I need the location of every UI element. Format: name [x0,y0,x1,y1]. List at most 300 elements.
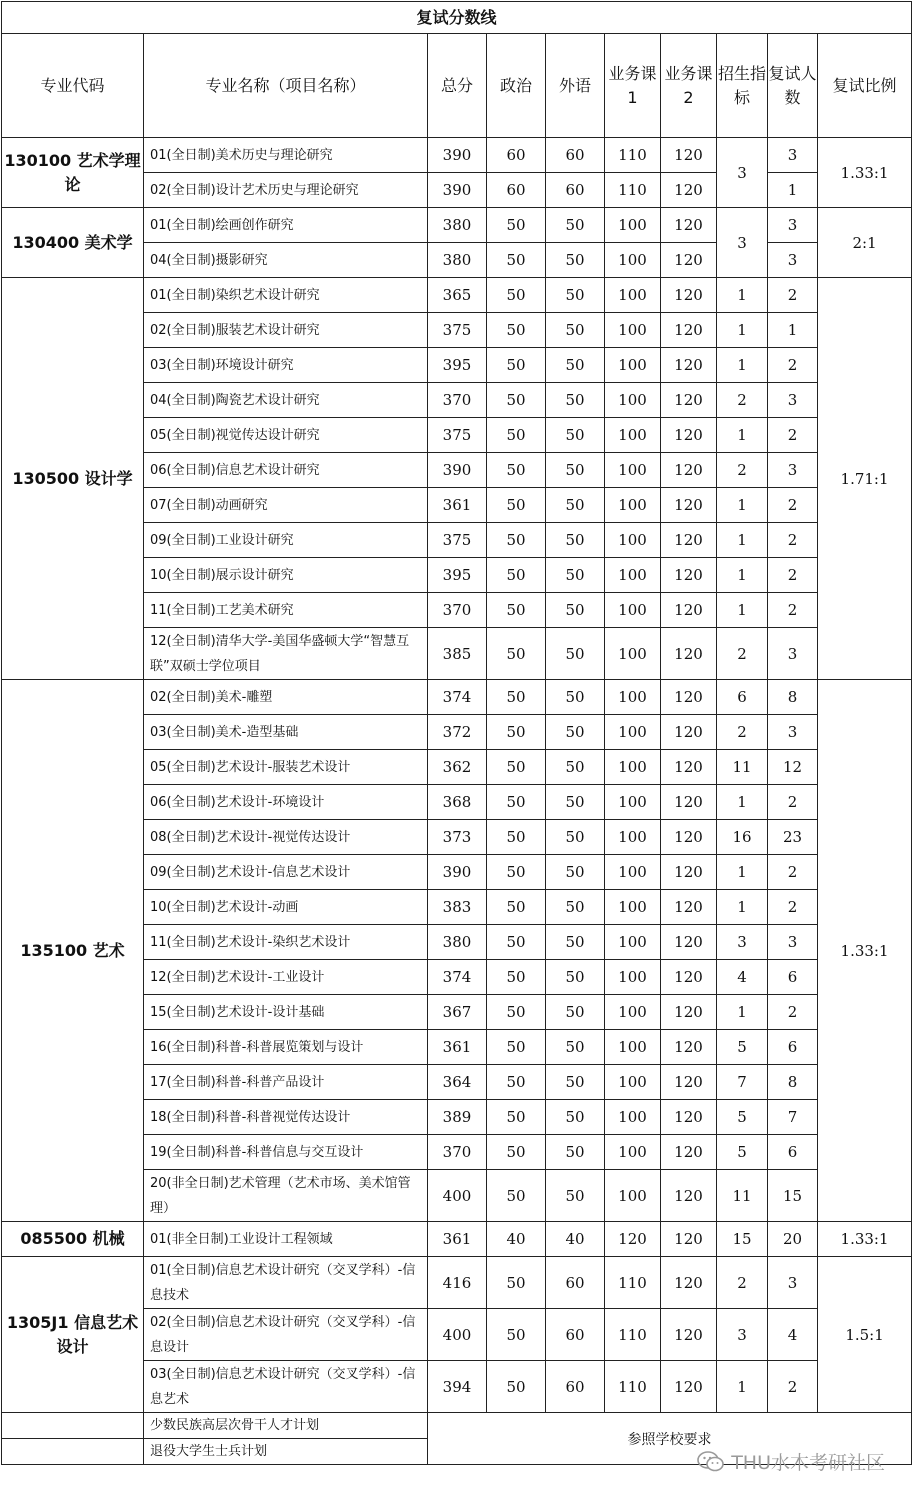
course1-cell: 100 [605,558,661,593]
retest-count-cell: 3 [768,1257,818,1309]
program-name-cell: 16(全日制)科普-科普展览策划与设计 [144,1030,428,1065]
course1-cell: 100 [605,1065,661,1100]
foreign-cell: 60 [546,1361,605,1413]
politics-cell: 50 [487,1361,546,1413]
course1-cell: 100 [605,890,661,925]
politics-cell: 60 [487,138,546,173]
course1-cell: 100 [605,488,661,523]
total-cell: 368 [428,785,487,820]
course1-cell: 100 [605,715,661,750]
quota-cell: 1 [717,313,768,348]
header-name: 专业名称（项目名称） [144,34,428,138]
quota-cell: 11 [717,1170,768,1222]
major-code-cell: 130100 艺术学理论 [2,138,144,208]
table-row [2,278,912,313]
table-row [2,208,912,243]
course2-cell: 120 [661,680,717,715]
retest-count-cell: 8 [768,680,818,715]
course1-cell: 100 [605,995,661,1030]
politics-cell: 50 [487,208,546,243]
course2-cell: 120 [661,820,717,855]
course2-cell: 120 [661,1100,717,1135]
total-cell: 367 [428,995,487,1030]
total-cell: 390 [428,453,487,488]
foreign-cell: 50 [546,243,605,278]
course1-cell: 100 [605,208,661,243]
table-row [2,1222,912,1257]
course1-cell: 100 [605,1030,661,1065]
program-name-cell: 18(全日制)科普-科普视觉传达设计 [144,1100,428,1135]
program-name-cell: 11(全日制)艺术设计-染织艺术设计 [144,925,428,960]
foreign-cell: 50 [546,628,605,680]
quota-cell: 3 [717,1309,768,1361]
program-name-cell: 02(全日制)设计艺术历史与理论研究 [144,173,428,208]
quota-cell: 11 [717,750,768,785]
total-cell: 383 [428,890,487,925]
politics-cell: 50 [487,750,546,785]
total-cell: 395 [428,558,487,593]
retest-count-cell: 3 [768,453,818,488]
foreign-cell: 50 [546,925,605,960]
foreign-cell: 50 [546,995,605,1030]
header-foreign: 外语 [546,34,605,138]
foreign-cell: 50 [546,1030,605,1065]
retest-count-cell: 6 [768,1030,818,1065]
major-code-cell: 130400 美术学 [2,208,144,278]
course1-cell: 110 [605,173,661,208]
total-cell: 390 [428,855,487,890]
total-cell: 380 [428,925,487,960]
course1-cell: 100 [605,1170,661,1222]
program-name-cell: 08(全日制)艺术设计-视觉传达设计 [144,820,428,855]
course1-cell: 100 [605,750,661,785]
politics-cell: 50 [487,1309,546,1361]
course2-cell: 120 [661,243,717,278]
program-name-cell: 09(全日制)艺术设计-信息艺术设计 [144,855,428,890]
major-code-cell: 1305J1 信息艺术设计 [2,1257,144,1413]
header-code: 专业代码 [2,34,144,138]
header-ratio: 复试比例 [818,34,912,138]
politics-cell: 50 [487,593,546,628]
quota-cell: 6 [717,680,768,715]
program-name-cell: 01(非全日制)工业设计工程领域 [144,1222,428,1257]
course2-cell: 120 [661,488,717,523]
politics-cell: 50 [487,820,546,855]
course1-cell: 110 [605,1257,661,1309]
retest-count-cell: 7 [768,1100,818,1135]
total-cell: 416 [428,1257,487,1309]
foreign-cell: 50 [546,785,605,820]
course2-cell: 120 [661,1257,717,1309]
course2-cell: 120 [661,1030,717,1065]
total-cell: 370 [428,593,487,628]
foreign-cell: 50 [546,208,605,243]
foreign-cell: 50 [546,855,605,890]
program-name-cell: 01(全日制)信息艺术设计研究（交叉学科）-信息技术 [144,1257,428,1309]
quota-cell: 1 [717,995,768,1030]
total-cell: 385 [428,628,487,680]
retest-score-table [1,1,912,1465]
politics-cell: 60 [487,173,546,208]
course1-cell: 110 [605,1309,661,1361]
program-name-cell: 06(全日制)信息艺术设计研究 [144,453,428,488]
course2-cell: 120 [661,1170,717,1222]
foreign-cell: 50 [546,453,605,488]
politics-cell: 50 [487,313,546,348]
retest-count-cell: 12 [768,750,818,785]
table-body [2,138,912,1413]
course1-cell: 110 [605,138,661,173]
retest-count-cell: 6 [768,960,818,995]
course2-cell: 120 [661,348,717,383]
retest-count-cell: 2 [768,785,818,820]
course2-cell: 120 [661,960,717,995]
retest-count-cell: 6 [768,1135,818,1170]
course1-cell: 100 [605,383,661,418]
course2-cell: 120 [661,558,717,593]
total-cell: 372 [428,715,487,750]
program-name-cell: 09(全日制)工业设计研究 [144,523,428,558]
quota-cell: 1 [717,785,768,820]
program-name-cell: 05(全日制)视觉传达设计研究 [144,418,428,453]
foreign-cell: 60 [546,173,605,208]
retest-ratio-cell: 1.5:1 [818,1257,912,1413]
quota-cell: 1 [717,855,768,890]
retest-count-cell: 2 [768,890,818,925]
total-cell: 390 [428,138,487,173]
header-politics: 政治 [487,34,546,138]
header-course2: 业务课2 [661,34,717,138]
major-code-cell: 085500 机械 [2,1222,144,1257]
politics-cell: 50 [487,1170,546,1222]
politics-cell: 50 [487,348,546,383]
header-retest: 复试人数 [768,34,818,138]
program-name-cell: 10(全日制)展示设计研究 [144,558,428,593]
program-name-cell: 03(全日制)环境设计研究 [144,348,428,383]
retest-count-cell: 3 [768,383,818,418]
politics-cell: 50 [487,680,546,715]
course1-cell: 100 [605,348,661,383]
foreign-cell: 50 [546,488,605,523]
total-cell: 364 [428,1065,487,1100]
politics-cell: 50 [487,890,546,925]
retest-count-cell: 2 [768,1361,818,1413]
course2-cell: 120 [661,785,717,820]
retest-count-cell: 2 [768,593,818,628]
program-name-cell: 01(全日制)绘画创作研究 [144,208,428,243]
retest-ratio-cell: 1.71:1 [818,278,912,680]
total-cell: 380 [428,208,487,243]
politics-cell: 50 [487,1065,546,1100]
quota-cell: 2 [717,1257,768,1309]
quota-cell: 3 [717,208,768,278]
total-cell: 361 [428,488,487,523]
course2-cell: 120 [661,1065,717,1100]
politics-cell: 50 [487,1030,546,1065]
program-name-cell: 03(全日制)美术-造型基础 [144,715,428,750]
course1-cell: 100 [605,1100,661,1135]
course1-cell: 100 [605,593,661,628]
politics-cell: 50 [487,715,546,750]
quota-cell: 1 [717,418,768,453]
special-code-cell [2,1439,144,1465]
course2-cell: 120 [661,278,717,313]
special-plan-2: 退役大学生士兵计划 [144,1439,428,1465]
retest-count-cell: 3 [768,208,818,243]
foreign-cell: 50 [546,558,605,593]
retest-count-cell: 20 [768,1222,818,1257]
program-name-cell: 10(全日制)艺术设计-动画 [144,890,428,925]
total-cell: 375 [428,313,487,348]
special-code-cell [2,1413,144,1439]
foreign-cell: 50 [546,750,605,785]
course2-cell: 120 [661,925,717,960]
retest-count-cell: 3 [768,138,818,173]
quota-cell: 5 [717,1100,768,1135]
wechat-icon [697,1451,725,1473]
total-cell: 380 [428,243,487,278]
total-cell: 389 [428,1100,487,1135]
quota-cell: 1 [717,593,768,628]
total-cell: 370 [428,1135,487,1170]
retest-ratio-cell: 2:1 [818,208,912,278]
course2-cell: 120 [661,138,717,173]
course2-cell: 120 [661,995,717,1030]
course2-cell: 120 [661,208,717,243]
quota-cell: 15 [717,1222,768,1257]
politics-cell: 50 [487,243,546,278]
politics-cell: 50 [487,995,546,1030]
program-name-cell: 02(全日制)美术-雕塑 [144,680,428,715]
foreign-cell: 50 [546,523,605,558]
program-name-cell: 20(非全日制)艺术管理（艺术市场、美术馆管理） [144,1170,428,1222]
header-quota: 招生指标 [717,34,768,138]
total-cell: 361 [428,1222,487,1257]
table-row [2,1257,912,1309]
quota-cell: 2 [717,628,768,680]
quota-cell: 1 [717,523,768,558]
course2-cell: 120 [661,1309,717,1361]
retest-count-cell: 2 [768,488,818,523]
course1-cell: 100 [605,680,661,715]
foreign-cell: 50 [546,593,605,628]
total-cell: 395 [428,348,487,383]
foreign-cell: 50 [546,1170,605,1222]
total-cell: 375 [428,418,487,453]
program-name-cell: 05(全日制)艺术设计-服装艺术设计 [144,750,428,785]
retest-count-cell: 2 [768,855,818,890]
course1-cell: 120 [605,1222,661,1257]
special-plan-1: 少数民族高层次骨干人才计划 [144,1413,428,1439]
program-name-cell: 04(全日制)陶瓷艺术设计研究 [144,383,428,418]
retest-count-cell: 2 [768,995,818,1030]
header-total: 总分 [428,34,487,138]
foreign-cell: 40 [546,1222,605,1257]
politics-cell: 50 [487,418,546,453]
program-name-cell: 19(全日制)科普-科普信息与交互设计 [144,1135,428,1170]
course1-cell: 110 [605,1361,661,1413]
foreign-cell: 50 [546,715,605,750]
program-name-cell: 12(全日制)清华大学-美国华盛顿大学“智慧互联”双硕士学位项目 [144,628,428,680]
politics-cell: 50 [487,925,546,960]
retest-count-cell: 23 [768,820,818,855]
program-name-cell: 12(全日制)艺术设计-工业设计 [144,960,428,995]
course1-cell: 100 [605,523,661,558]
course2-cell: 120 [661,750,717,785]
quota-cell: 2 [717,715,768,750]
course2-cell: 120 [661,523,717,558]
retest-count-cell: 1 [768,313,818,348]
course1-cell: 100 [605,820,661,855]
politics-cell: 50 [487,1257,546,1309]
program-name-cell: 06(全日制)艺术设计-环境设计 [144,785,428,820]
special-note: 参照学校要求 [428,1413,912,1465]
retest-count-cell: 8 [768,1065,818,1100]
total-cell: 365 [428,278,487,313]
program-name-cell: 07(全日制)动画研究 [144,488,428,523]
foreign-cell: 50 [546,348,605,383]
foreign-cell: 50 [546,1065,605,1100]
total-cell: 362 [428,750,487,785]
foreign-cell: 50 [546,960,605,995]
course1-cell: 100 [605,243,661,278]
retest-ratio-cell: 1.33:1 [818,1222,912,1257]
course1-cell: 100 [605,960,661,995]
foreign-cell: 50 [546,1100,605,1135]
quota-cell: 1 [717,348,768,383]
total-cell: 373 [428,820,487,855]
program-name-cell: 01(全日制)染织艺术设计研究 [144,278,428,313]
retest-ratio-cell: 1.33:1 [818,138,912,208]
retest-ratio-cell: 1.33:1 [818,680,912,1222]
foreign-cell: 50 [546,418,605,453]
course2-cell: 120 [661,715,717,750]
program-name-cell: 02(全日制)信息艺术设计研究（交叉学科）-信息设计 [144,1309,428,1361]
total-cell: 374 [428,960,487,995]
foreign-cell: 50 [546,313,605,348]
politics-cell: 50 [487,785,546,820]
course2-cell: 120 [661,383,717,418]
table-row [2,680,912,715]
retest-count-cell: 4 [768,1309,818,1361]
politics-cell: 50 [487,1100,546,1135]
foreign-cell: 50 [546,383,605,418]
foreign-cell: 50 [546,820,605,855]
course1-cell: 100 [605,628,661,680]
course2-cell: 120 [661,855,717,890]
politics-cell: 50 [487,1135,546,1170]
header-course1: 业务课1 [605,34,661,138]
foreign-cell: 60 [546,138,605,173]
course2-cell: 120 [661,890,717,925]
quota-cell: 3 [717,138,768,208]
foreign-cell: 50 [546,1135,605,1170]
quota-cell: 5 [717,1135,768,1170]
total-cell: 374 [428,680,487,715]
quota-cell: 7 [717,1065,768,1100]
table-row [2,138,912,173]
course2-cell: 120 [661,418,717,453]
politics-cell: 50 [487,278,546,313]
quota-cell: 2 [717,453,768,488]
politics-cell: 50 [487,523,546,558]
course2-cell: 120 [661,628,717,680]
politics-cell: 50 [487,488,546,523]
program-name-cell: 17(全日制)科普-科普产品设计 [144,1065,428,1100]
total-cell: 361 [428,1030,487,1065]
quota-cell: 1 [717,558,768,593]
course1-cell: 100 [605,785,661,820]
retest-count-cell: 3 [768,628,818,680]
course2-cell: 120 [661,1361,717,1413]
quota-cell: 1 [717,278,768,313]
course2-cell: 120 [661,453,717,488]
course2-cell: 120 [661,173,717,208]
foreign-cell: 60 [546,1309,605,1361]
table-title: 复试分数线 [2,2,912,34]
politics-cell: 50 [487,453,546,488]
foreign-cell: 60 [546,1257,605,1309]
course2-cell: 120 [661,593,717,628]
program-name-cell: 15(全日制)艺术设计-设计基础 [144,995,428,1030]
retest-count-cell: 2 [768,558,818,593]
retest-count-cell: 3 [768,715,818,750]
politics-cell: 50 [487,855,546,890]
foreign-cell: 50 [546,278,605,313]
program-name-cell: 01(全日制)美术历史与理论研究 [144,138,428,173]
quota-cell: 1 [717,488,768,523]
course2-cell: 120 [661,1222,717,1257]
politics-cell: 50 [487,960,546,995]
retest-count-cell: 1 [768,173,818,208]
program-name-cell: 03(全日制)信息艺术设计研究（交叉学科）-信息艺术 [144,1361,428,1413]
quota-cell: 3 [717,925,768,960]
course2-cell: 120 [661,1135,717,1170]
major-code-cell: 135100 艺术 [2,680,144,1222]
politics-cell: 50 [487,558,546,593]
quota-cell: 5 [717,1030,768,1065]
retest-count-cell: 2 [768,278,818,313]
major-code-cell: 130500 设计学 [2,278,144,680]
retest-count-cell: 15 [768,1170,818,1222]
retest-count-cell: 2 [768,523,818,558]
quota-cell: 16 [717,820,768,855]
foreign-cell: 50 [546,890,605,925]
total-cell: 390 [428,173,487,208]
course1-cell: 100 [605,418,661,453]
total-cell: 370 [428,383,487,418]
foreign-cell: 50 [546,680,605,715]
retest-count-cell: 2 [768,418,818,453]
retest-count-cell: 2 [768,348,818,383]
course1-cell: 100 [605,453,661,488]
total-cell: 375 [428,523,487,558]
course1-cell: 100 [605,925,661,960]
program-name-cell: 04(全日制)摄影研究 [144,243,428,278]
total-cell: 400 [428,1170,487,1222]
program-name-cell: 02(全日制)服装艺术设计研究 [144,313,428,348]
course1-cell: 100 [605,313,661,348]
politics-cell: 50 [487,383,546,418]
quota-cell: 2 [717,383,768,418]
watermark [697,1448,885,1475]
course2-cell: 120 [661,313,717,348]
course1-cell: 100 [605,1135,661,1170]
retest-count-cell: 3 [768,243,818,278]
retest-count-cell: 3 [768,925,818,960]
watermark-text: THU水木考研社区 [731,1452,885,1474]
course1-cell: 100 [605,278,661,313]
